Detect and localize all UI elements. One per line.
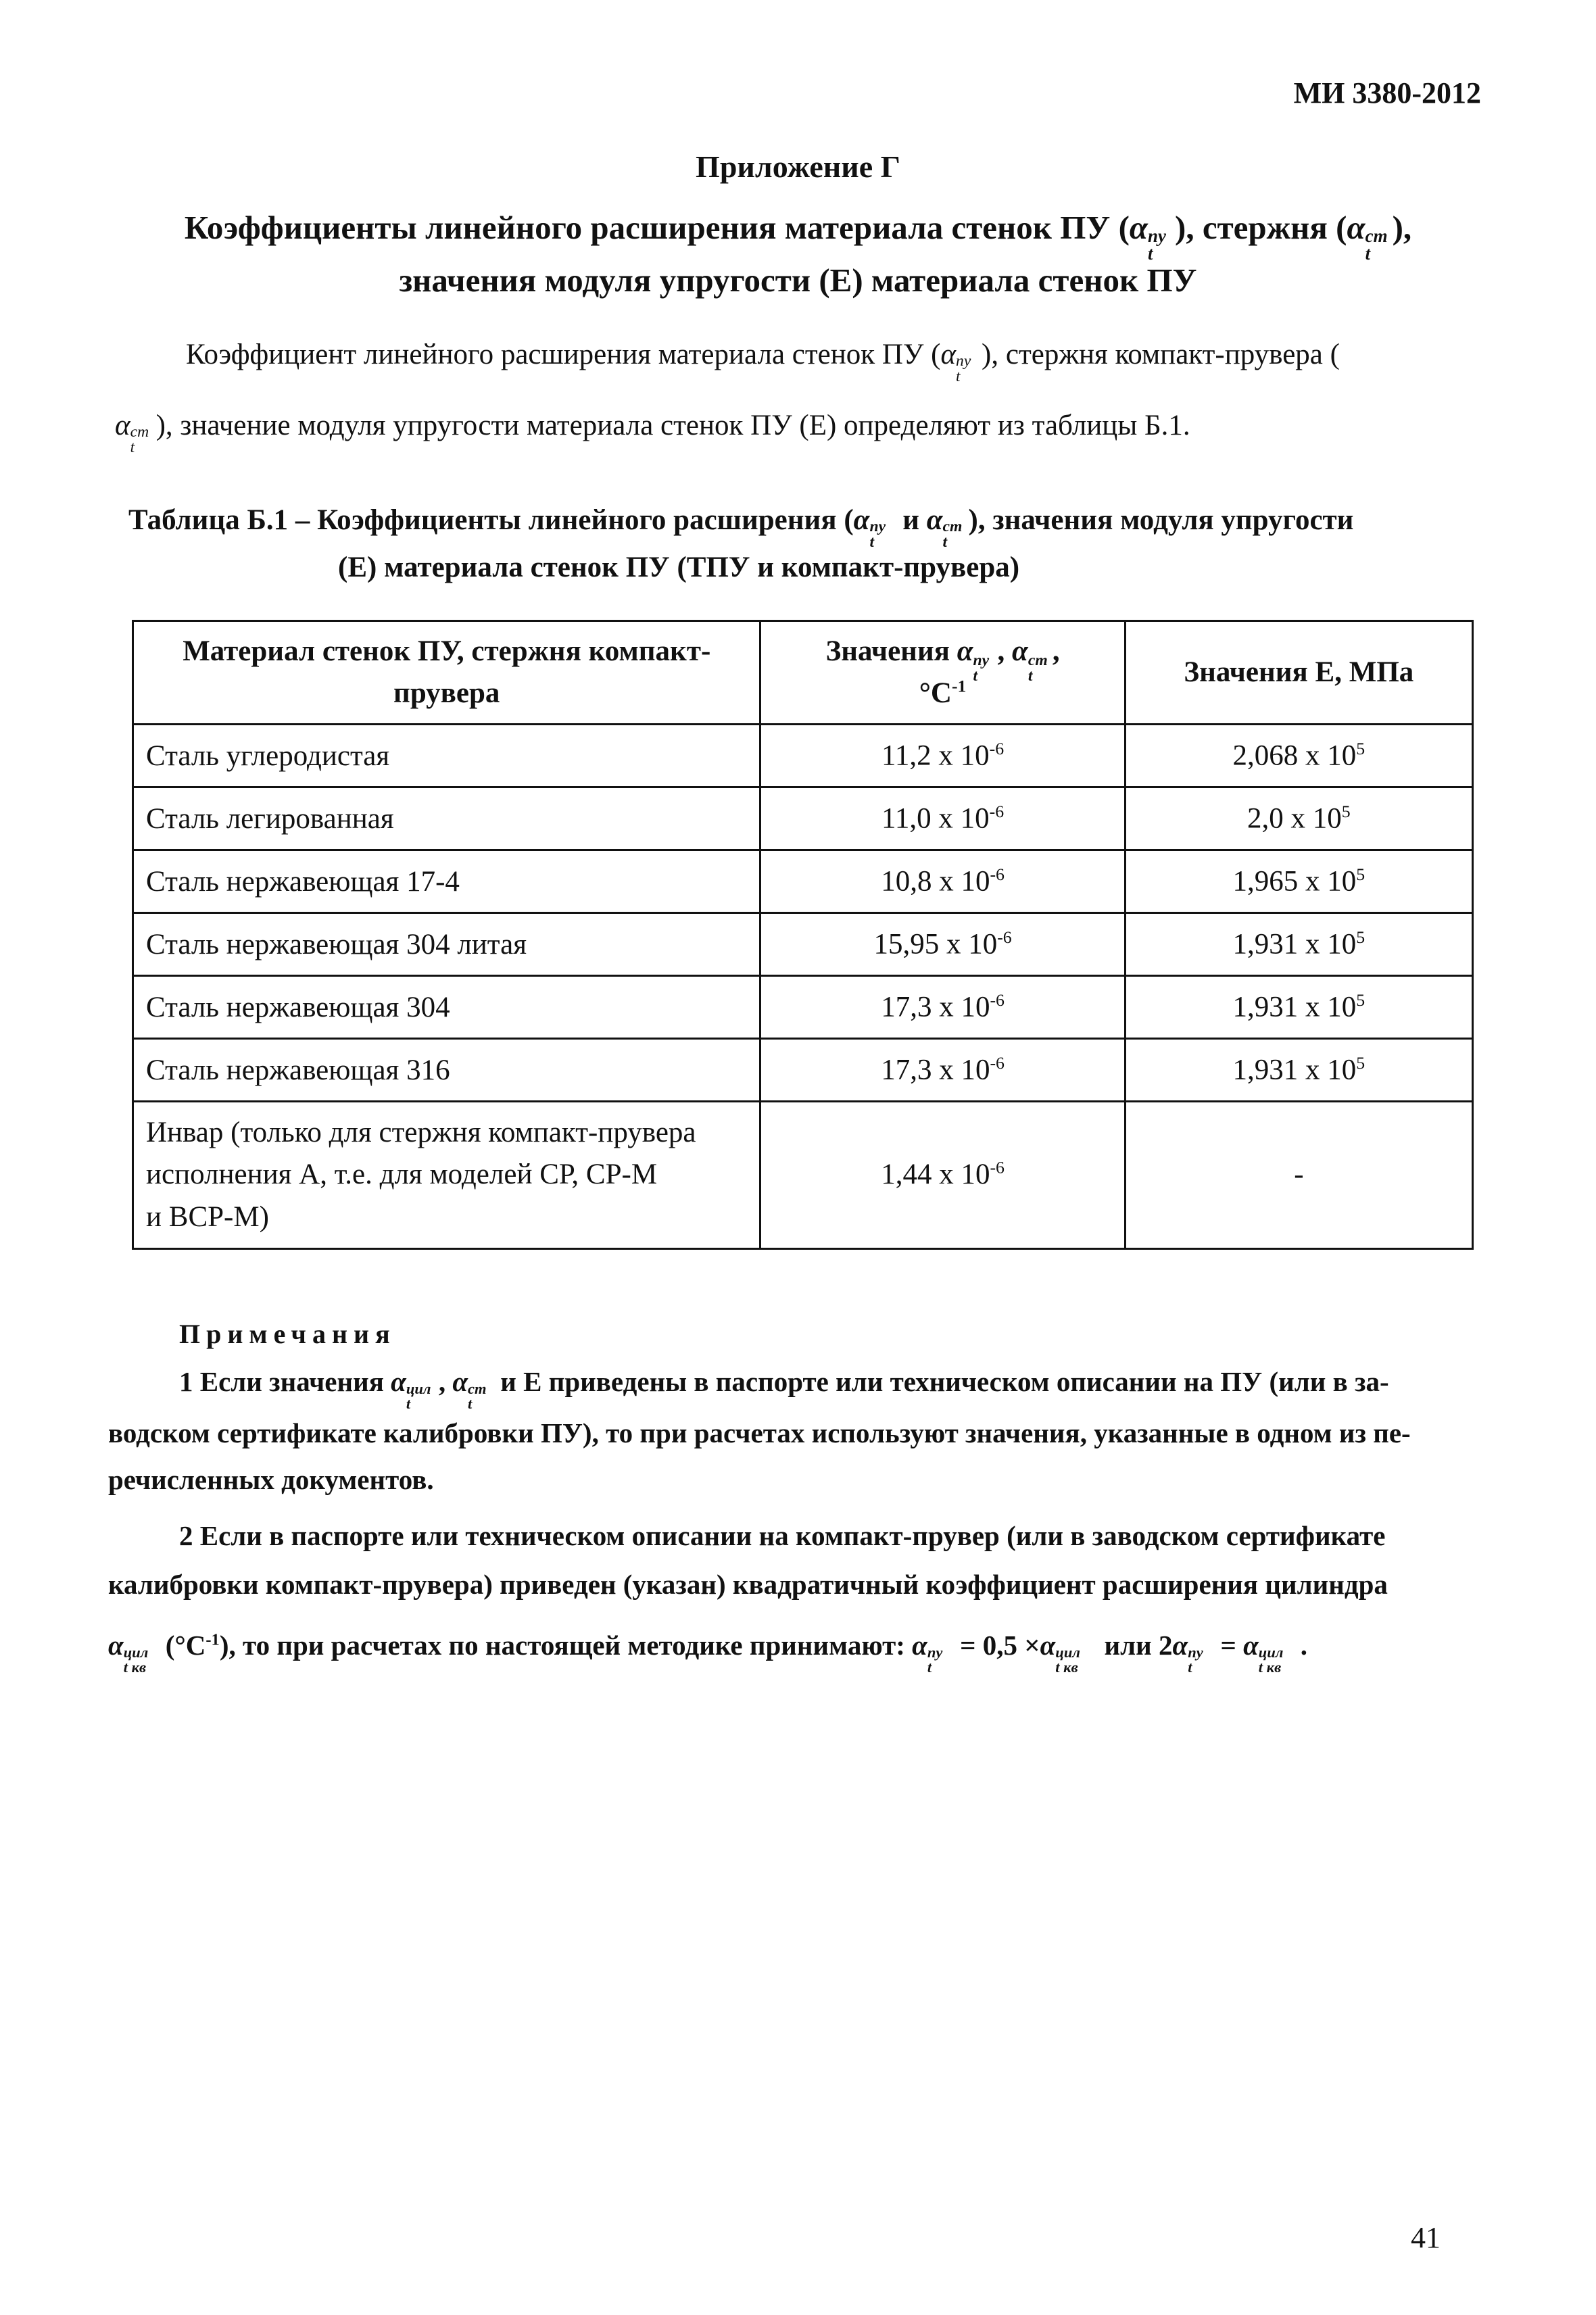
subscript: t bbox=[927, 1658, 932, 1676]
header-alpha-text: Значения bbox=[825, 635, 957, 667]
alpha-symbol: α bbox=[1172, 1630, 1188, 1661]
superscript: пу bbox=[956, 352, 971, 370]
heading-text-a: Коэффициенты линейного расширения материала стенок ПУ ( bbox=[184, 209, 1130, 246]
subscript: t кв bbox=[123, 1658, 147, 1676]
note-1-line-1: 1 Если значения α цил t , α ст t и E приведены в паспорте или техническом описании на ПУ (или в за- bbox=[179, 1366, 1389, 1412]
note-1-line-3: речисленных документов. bbox=[108, 1464, 434, 1495]
e-cell: 1,965 x $10^5$ bbox=[1125, 850, 1472, 913]
alpha-symbol: α bbox=[1129, 209, 1148, 246]
header-alpha-unit: °С bbox=[919, 677, 952, 709]
subscript: t bbox=[1365, 243, 1371, 264]
alpha-symbol: α bbox=[926, 504, 943, 536]
notes-title: Примечания bbox=[179, 1319, 396, 1349]
subscript: t кв bbox=[1258, 1658, 1282, 1676]
note2-text-e: = bbox=[1220, 1630, 1236, 1661]
alpha-cell: 11,2 x $10^{-6}$ bbox=[760, 725, 1125, 787]
subscript: t bbox=[956, 367, 961, 385]
alpha-symbol: α bbox=[912, 1630, 927, 1661]
material-cell: Инвар (только для стержня компакт-прувера исполнения А, т.е. для моделей СР, СР-М и ВСР-М) bbox=[133, 1102, 760, 1249]
subscript: t bbox=[1148, 243, 1153, 264]
intro-text-a: Коэффициент линейного расширения материала стенок ПУ ( bbox=[186, 339, 941, 370]
alpha-symbol: α bbox=[452, 1366, 468, 1397]
alpha-symbol: α bbox=[853, 504, 870, 536]
intro-text-c: ), значение модуля упругости материала стенок ПУ (E) определяют из таблицы Б.1. bbox=[155, 410, 1190, 441]
alpha-symbol: α bbox=[391, 1366, 406, 1397]
subscript: t bbox=[869, 533, 875, 551]
alpha-symbol: α bbox=[1040, 1630, 1056, 1661]
superscript: цил bbox=[406, 1380, 431, 1398]
note-1-line-2: водском сертификате калибровки ПУ), то при расчетах используют значения, указанные в одном из пе- bbox=[108, 1417, 1411, 1448]
document-code: МИ 3380-2012 bbox=[1293, 76, 1481, 109]
material-cell: Сталь легированная bbox=[133, 787, 760, 850]
note2-text-d: или 2 bbox=[1104, 1630, 1173, 1661]
caption-text-a: Таблица Б.1 – Коэффициенты линейного расширения ( bbox=[128, 504, 854, 536]
table-caption-line-2: (E) материала стенок ПУ (ТПУ и компакт-прувера) bbox=[338, 552, 1020, 583]
superscript: цил bbox=[1055, 1644, 1080, 1661]
header-alpha-unit-exp: -1 bbox=[951, 676, 967, 696]
superscript: цил bbox=[1258, 1644, 1284, 1661]
note2-text-c: = 0,5 × bbox=[960, 1630, 1040, 1661]
superscript: пу bbox=[973, 652, 990, 670]
alpha-symbol: α bbox=[108, 1630, 124, 1661]
table-row bbox=[133, 725, 1473, 787]
note1-text-a: 1 Если значения bbox=[179, 1366, 384, 1397]
superscript: пу bbox=[927, 1644, 943, 1661]
alpha-symbol: α bbox=[1347, 209, 1365, 246]
superscript: цил bbox=[123, 1644, 149, 1661]
alpha-cell: 15,95 x $10^{-6}$ bbox=[760, 913, 1125, 976]
subscript: t bbox=[973, 666, 978, 685]
subscript: t bbox=[468, 1394, 473, 1412]
table-row bbox=[133, 850, 1473, 913]
subscript: t bbox=[1027, 666, 1033, 685]
alpha-cell: 11,0 x $10^{-6}$ bbox=[760, 787, 1125, 850]
page-number: 41 bbox=[1411, 2221, 1441, 2254]
header-e: Значения E, МПа bbox=[1125, 621, 1472, 725]
note-2-line-2: калибровки компакт-прувера) приведен (указан) квадратичный коэффициент расширения цилиндра bbox=[108, 1569, 1388, 1600]
caption-text-b: и bbox=[895, 504, 927, 536]
table-caption-line-1 bbox=[128, 504, 1354, 551]
e-cell: 1,931 x $10^5$ bbox=[1125, 913, 1472, 976]
intro-line-2 bbox=[115, 409, 1190, 456]
intro-text-b: ), стержня компакт-прувера ( bbox=[982, 339, 1340, 370]
material-cell: Сталь нержавеющая 316 bbox=[133, 1039, 760, 1102]
e-cell: 1,931 x $10^5$ bbox=[1125, 1039, 1472, 1102]
table-row bbox=[133, 1102, 1473, 1249]
material-cell: Сталь нержавеющая 304 bbox=[133, 976, 760, 1039]
alpha-symbol: α bbox=[1243, 1630, 1259, 1661]
table-row bbox=[133, 976, 1473, 1039]
table-row bbox=[133, 787, 1473, 850]
note2-text-b: ), то при расчетах по настоящей методике принимают: bbox=[219, 1630, 905, 1661]
e-cell: 1,931 x $10^5$ bbox=[1125, 976, 1472, 1039]
subscript: t кв bbox=[1055, 1658, 1078, 1676]
superscript: пу bbox=[1148, 226, 1166, 247]
alpha-cell: 1,44 x $10^{-6}$ bbox=[760, 1102, 1125, 1249]
heading-text-c: ), bbox=[1392, 209, 1412, 246]
subscript: t bbox=[406, 1394, 411, 1412]
subscript: t bbox=[942, 533, 948, 551]
table-row bbox=[133, 913, 1473, 976]
heading-line-2: значения модуля упругости (E) материала стенок ПУ bbox=[399, 262, 1197, 299]
intro-line-1 bbox=[186, 338, 1340, 385]
data-table bbox=[132, 620, 1474, 1250]
alpha-cell: 17,3 x $10^{-6}$ bbox=[760, 1039, 1125, 1102]
e-cell: 2,068 x $10^5$ bbox=[1125, 725, 1472, 787]
note-2-line-1: 2 Если в паспорте или техническом описании на компакт-прувер (или в заводском сертификате bbox=[179, 1520, 1386, 1551]
alpha-symbol: α bbox=[940, 339, 957, 370]
superscript: ст bbox=[942, 518, 963, 536]
superscript: пу bbox=[1188, 1644, 1203, 1661]
superscript: ст bbox=[1365, 226, 1388, 247]
material-cell: Сталь нержавеющая 304 литая bbox=[133, 913, 760, 976]
table-row bbox=[133, 1039, 1473, 1102]
e-cell: 2,0 x $10^5$ bbox=[1125, 787, 1472, 850]
subscript: t bbox=[1188, 1658, 1192, 1676]
note2-unit-exp: -1 bbox=[205, 1630, 220, 1649]
header-material: Материал стенок ПУ, стержня компакт-прувера bbox=[133, 621, 760, 725]
heading-line-1 bbox=[0, 208, 1596, 264]
superscript: пу bbox=[869, 518, 886, 536]
heading-text-b: ), стержня ( bbox=[1175, 209, 1347, 246]
note-2-line-3: α цил t кв $(^\circ С^{-1})$, то при расчетах по настоящей методике принимают: α пу t = 0,5 ×α цил t кв или 2α пу t = α цил t кв . bbox=[108, 1630, 1308, 1676]
note1-text-b: и E приведены в паспорте или техническом описании на ПУ (или в за- bbox=[500, 1366, 1389, 1397]
material-cell: Сталь углеродистая bbox=[133, 725, 760, 787]
alpha-symbol: α bbox=[957, 635, 973, 667]
alpha-cell: 10,8 x $10^{-6}$ bbox=[760, 850, 1125, 913]
caption-text-c: ), значения модуля упругости bbox=[968, 504, 1354, 536]
note2-text-a: (°С bbox=[165, 1630, 206, 1661]
superscript: ст bbox=[468, 1380, 487, 1398]
superscript: ст bbox=[1027, 652, 1048, 670]
superscript: ст bbox=[130, 423, 149, 441]
alpha-symbol: α bbox=[115, 410, 130, 441]
subscript: t bbox=[130, 438, 135, 456]
table-header-row bbox=[133, 621, 1473, 725]
alpha-cell: 17,3 x $10^{-6}$ bbox=[760, 976, 1125, 1039]
header-alpha: Значения α пу t , α ст t , $^\circ С^{-1}$ bbox=[760, 621, 1125, 725]
e-cell: - bbox=[1125, 1102, 1472, 1249]
alpha-symbol: α bbox=[1012, 635, 1028, 667]
material-cell: Сталь нержавеющая 17-4 bbox=[133, 850, 760, 913]
appendix-title: Приложение Г bbox=[696, 149, 900, 184]
